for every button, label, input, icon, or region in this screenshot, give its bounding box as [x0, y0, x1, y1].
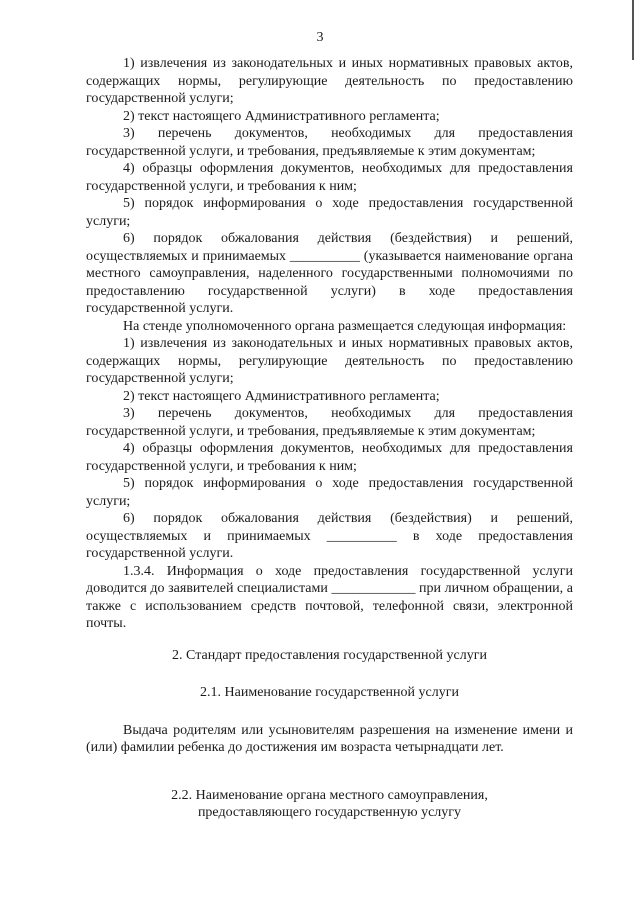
list-b-item-1: 1) извлечения из законодательных и иных нормативных правовых актов, содержащих нормы, регулирующие деятельность по предоставлению государственной услуги;: [86, 336, 573, 386]
document-body: [86, 55, 573, 822]
section-2-1-heading: 2.1. Наименование государственной услуги: [200, 685, 459, 700]
section-2-2-heading-line-1: 2.2. Наименование органа местного самоуправления,: [171, 787, 488, 803]
list-a-item-3: 3) перечень документов, необходимых для предоставления государственной услуги, и требования, предъявляемые к этим документам;: [86, 126, 573, 159]
page-number: 3: [316, 30, 324, 45]
list-a-item-5: 5) порядок информирования о ходе предоставления государственной услуги;: [86, 196, 573, 229]
paragraph-1-3-4: 1.3.4. Информация о ходе предоставления государственной услуги доводится до заявителей специалистами ____________ при личном обращении, а также с использованием средств почтовой, телефонной связи, электронной почты.: [86, 563, 573, 631]
list-b-item-6: 6) порядок обжалования действия (бездействия) и решений, осуществляемых и принимаемых __________ в ходе предоставления государственной услуги.: [86, 511, 573, 561]
list-b-item-2: 2) текст настоящего Административного регламента;: [123, 388, 440, 404]
list-b-item-5: 5) порядок информирования о ходе предоставления государственной услуги;: [86, 476, 573, 509]
list-a-item-2: 2) текст настоящего Административного регламента;: [123, 108, 440, 124]
section-2-2-heading-line-2: предоставляющего государственную услугу: [197, 805, 462, 820]
list-b-item-4: 4) образцы оформления документов, необходимых для предоставления государственной услуги, и требования к ним;: [86, 441, 573, 474]
list-a-item-4: 4) образцы оформления документов, необходимых для предоставления государственной услуги, и требования к ним;: [86, 161, 573, 194]
section-2-1-text: Выдача родителям или усыновителям разрешения на изменение имени и (или) фамилии ребенка до достижения им возраста четырнадцати лет.: [86, 722, 573, 755]
list-a-item-6: 6) порядок обжалования действия (бездействия) и решений, осуществляемых и принимаемых __________ (указывается наименование органа местного самоуправления, наделенного государственными полномочиями по предоставлению государственной услуги) в ходе предоставления государственной услуги.: [86, 231, 573, 316]
section-2-heading: 2. Стандарт предоставления государственной услуги: [172, 647, 487, 663]
list-b-item-3: 3) перечень документов, необходимых для предоставления государственной услуги, и требования, предъявляемые к этим документам;: [86, 406, 573, 439]
list-a-item-1: 1) извлечения из законодательных и иных нормативных правовых актов, содержащих нормы, регулирующие деятельность по предоставлению государственной услуги;: [86, 56, 573, 106]
stand-intro: На стенде уполномоченного органа размещается следующая информация:: [123, 318, 567, 334]
